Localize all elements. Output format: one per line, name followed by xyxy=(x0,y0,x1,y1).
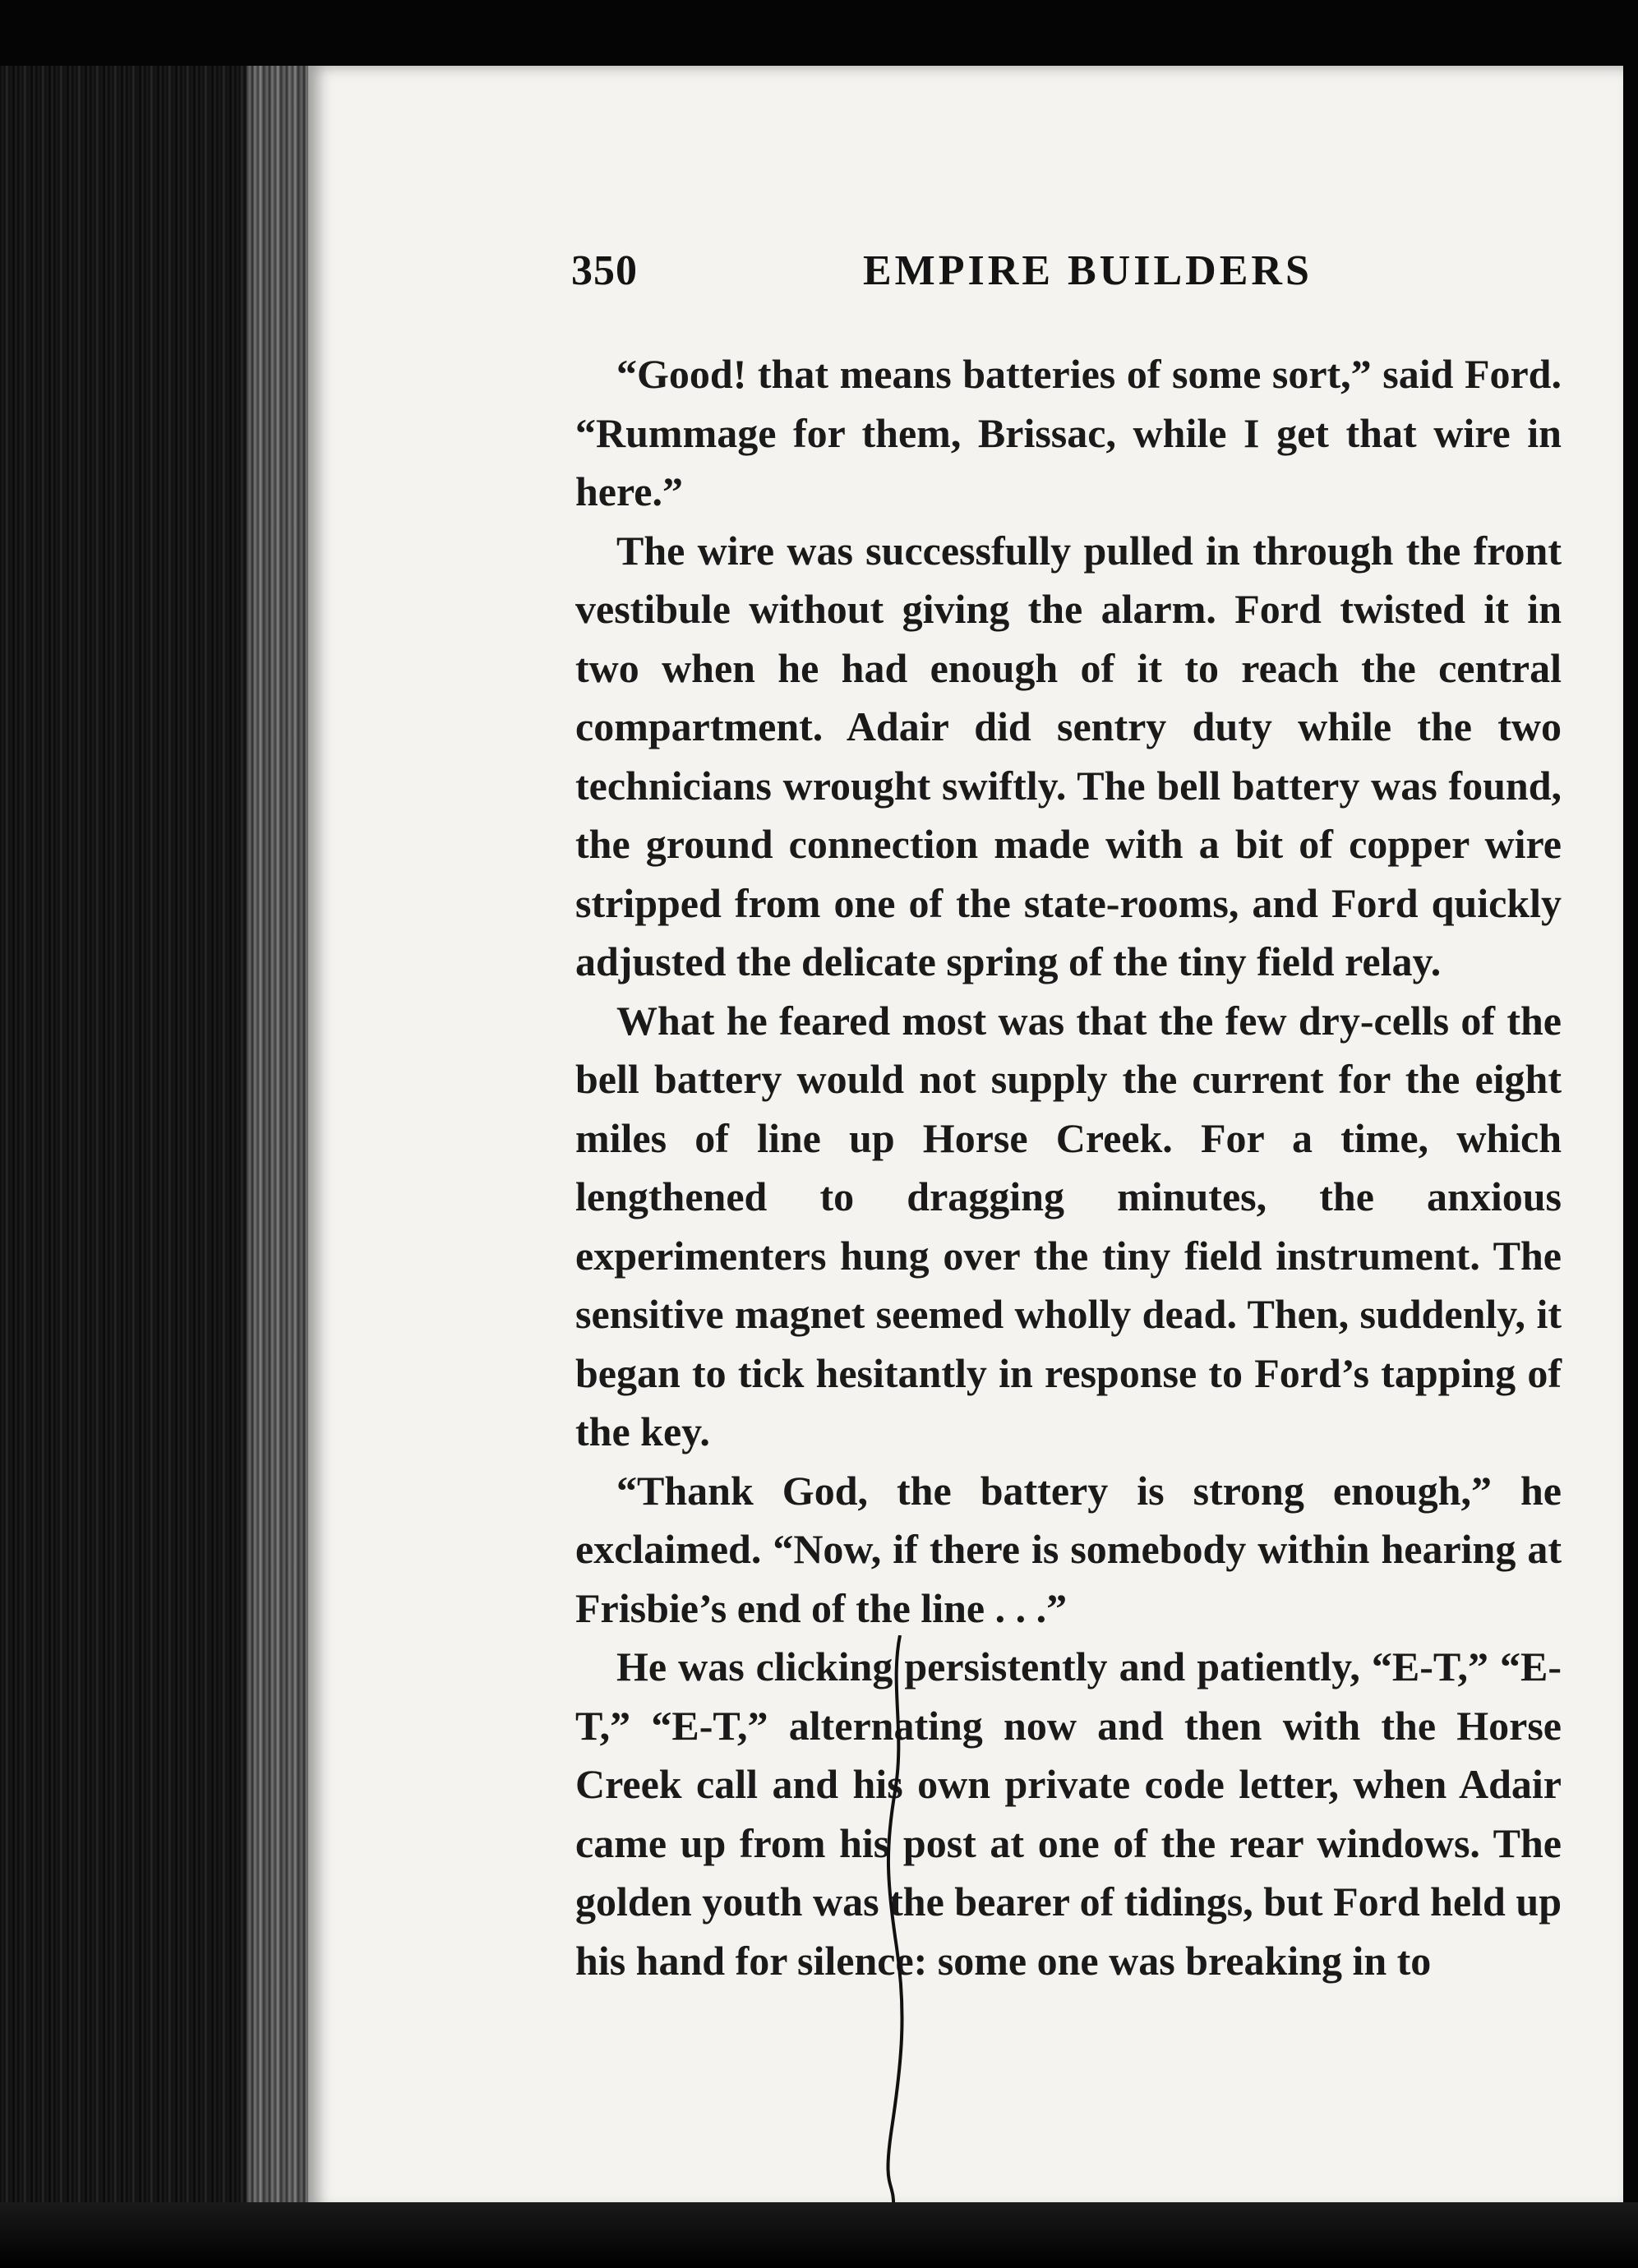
running-title: EMPIRE BUILDERS xyxy=(863,247,1313,294)
page-number: 350 xyxy=(571,247,638,294)
paragraph: “Good! that means batteries of some sort,” said Ford. “Rummage for them, Brissac, while I get that wire in here.” xyxy=(575,351,1562,514)
paragraph: The wire was successfully pulled in through the front vestibule without giving the alarm. Ford twisted it in two when he had enough of it to reach the central compartment. Adair did sentry duty while the two technicians wrought swiftly. The bell battery was found, the ground connection made with a bit of copper wire stripped from one of the state-rooms, and Ford quickly adjusted the delicate spring of the tiny field relay. xyxy=(575,527,1562,984)
paragraph: “Thank God, the battery is strong enough,” he exclaimed. “Now, if there is somebody within hearing at Frisbie’s end of the line . . .” xyxy=(575,1467,1562,1631)
paragraph: He was clicking persistently and patiently, “E-T,” “E-T,” “E-T,” alternating now and then with the Horse Creek call and his own private code letter, when Adair came up from his post at one of the rear windows. The golden youth was the bearer of tidings, but Ford held up his hand for silence: some one was breaking in to xyxy=(575,1643,1562,1984)
bottom-shadow xyxy=(0,2202,1638,2268)
thread-artifact xyxy=(884,1635,908,2210)
body-text xyxy=(575,345,1562,1990)
paragraph: What he feared most was that the few dry-cells of the bell battery would not supply the current for the eight miles of line up Horse Creek. For a time, which lengthened to dragging minutes, the anxious experimenters hung over the tiny field instrument. The sensitive magnet seemed wholly dead. Then, suddenly, it began to tick hesitantly in response to Ford’s tapping of the key. xyxy=(575,997,1562,1454)
running-head xyxy=(571,247,1557,312)
